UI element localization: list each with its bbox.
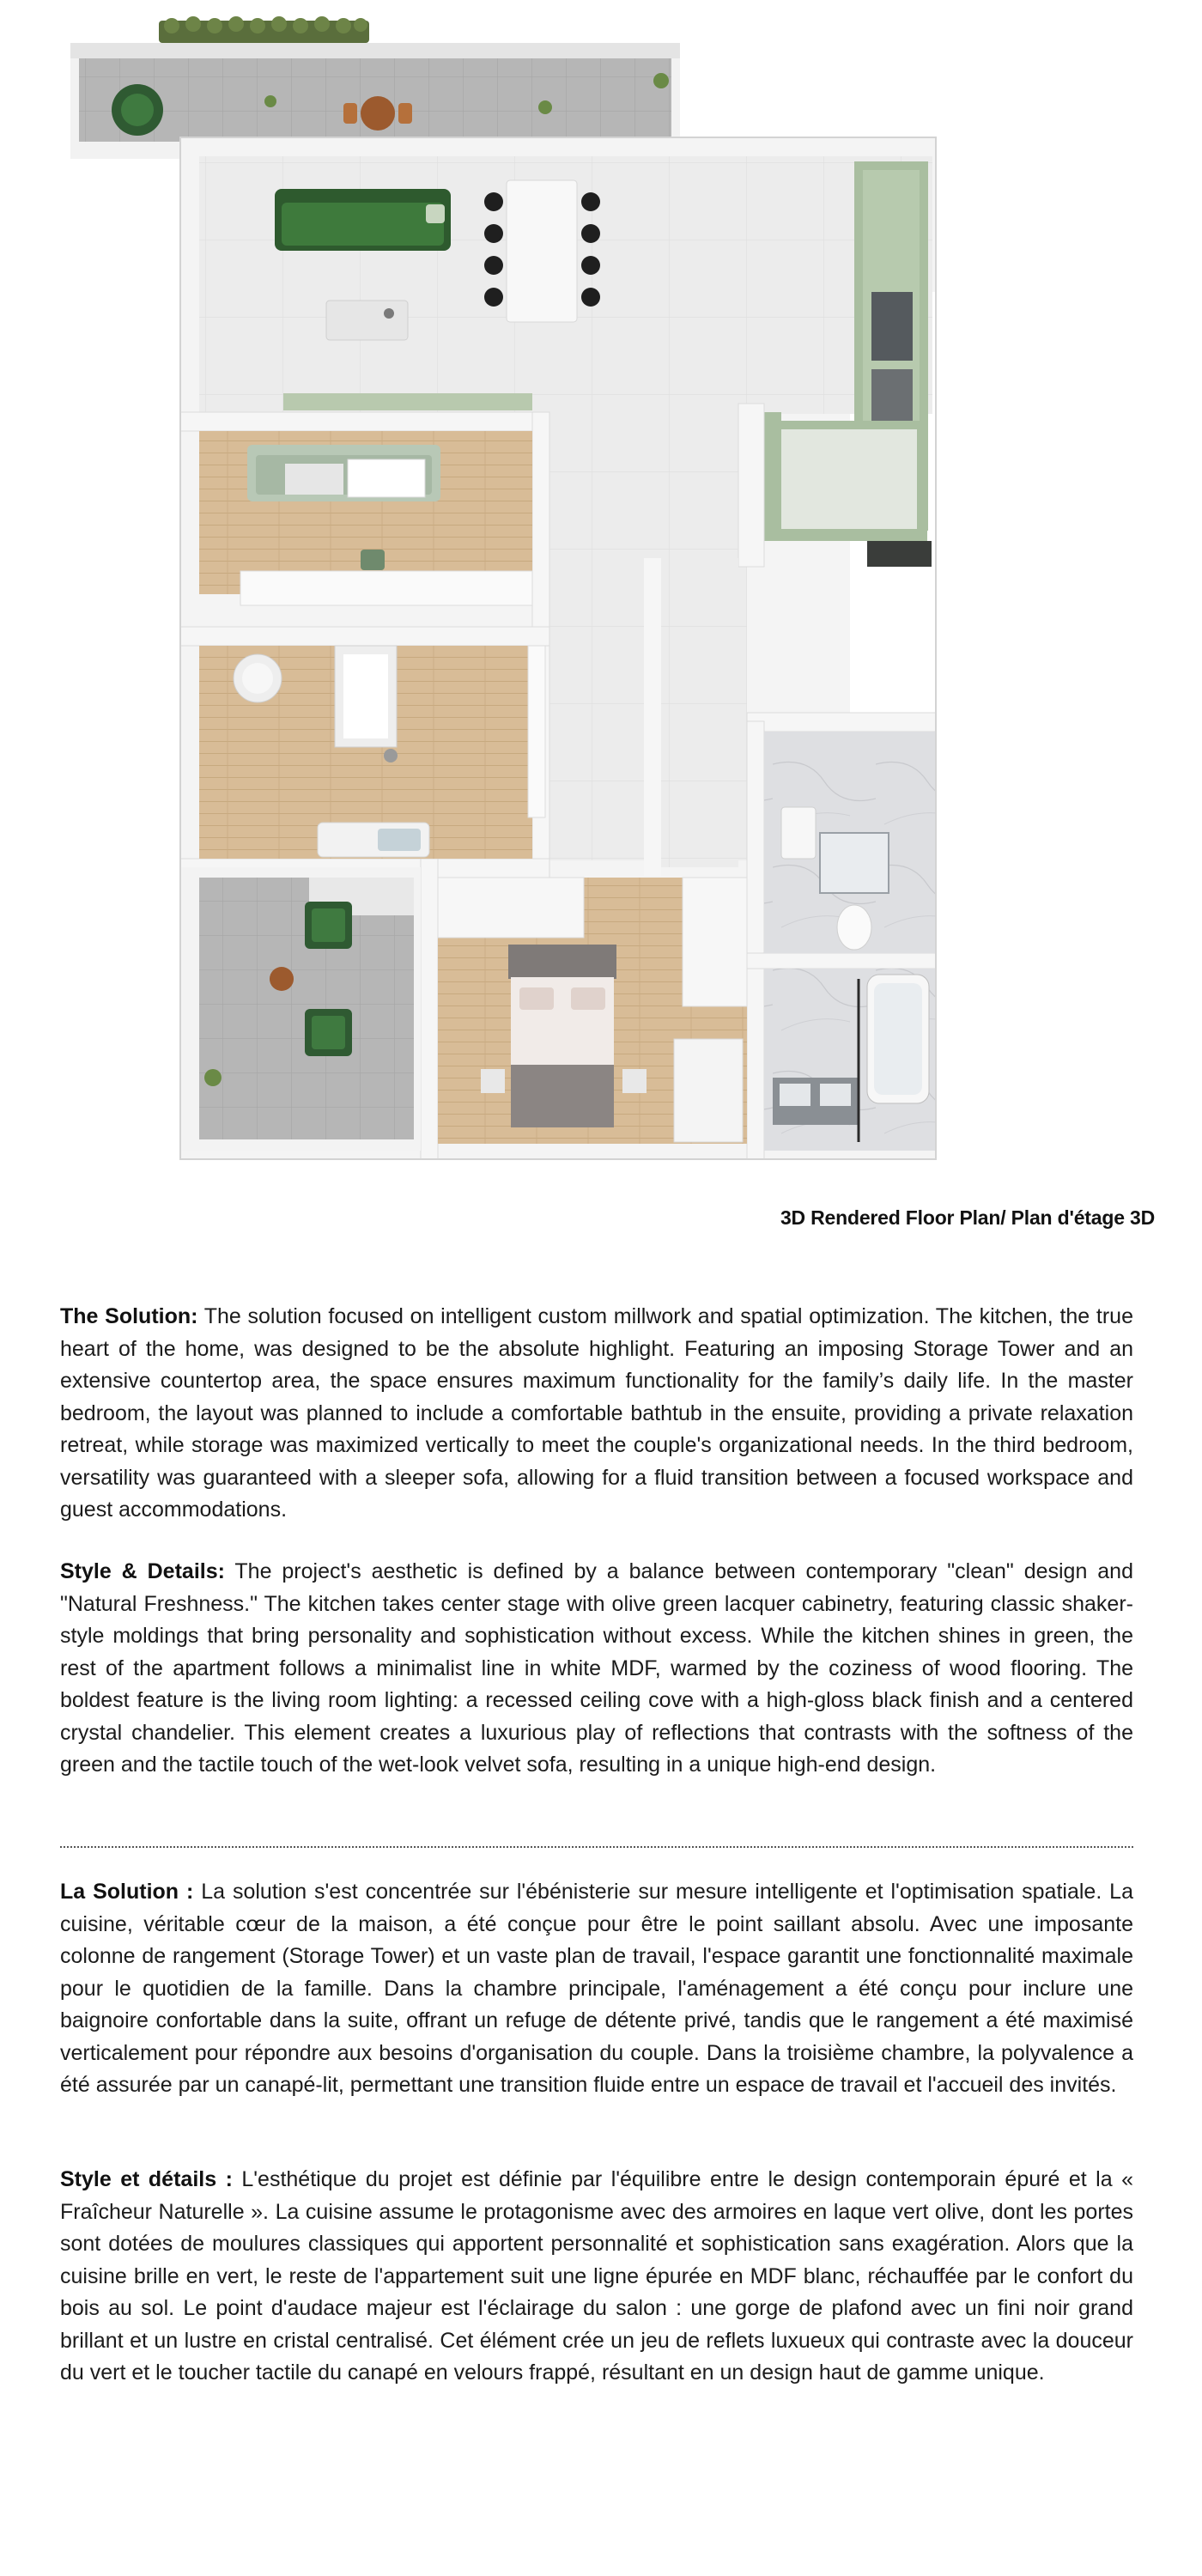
paragraph-solution-fr xyxy=(60,1876,1133,2102)
bedroom-office xyxy=(199,431,532,605)
paragraph-label: The Solution: xyxy=(60,1304,198,1328)
master-bedroom xyxy=(438,878,747,1144)
terrace-side xyxy=(180,867,421,1151)
paragraph-style-en xyxy=(60,1556,1133,1782)
paragraph-label: La Solution : xyxy=(60,1880,194,1904)
bathroom-upper xyxy=(764,732,936,953)
terrace-lounge-chair xyxy=(112,84,163,136)
paragraph-text: L'esthétique du projet est définie par l'équilibre entre le design contemporain épuré et la « Fraîcheur Naturelle ». La cuisine assume le protagonisme avec des armoires en laque vert olive, dont les portes sont dotées de moulures classiques qui apportent personnalité et sophistication sans exagération. Alors que la cuisine brille en vert, le reste de l'appartement suit une ligne épurée en MDF blanc, réchauffée par le confort du bois au sol. Le point d'audace majeur est l'éclairage du salon : une gorge de plafond avec un fini noir grand brillant et un lustre en cristal centralisé. Cet élément crée un jeu de reflets luxueux qui contraste avec la douceur du vert et le toucher tactile du canapé en velours frappé, résultant en un design haut de gamme unique. xyxy=(60,2167,1133,2385)
paragraph-label: Style et détails : xyxy=(60,2167,233,2191)
paragraph-text: La solution s'est concentrée sur l'ébénisterie sur mesure intelligente et l'optimisation spatiale. La cuisine, véritable cœur de la maison, a été conçue pour être le point saillant absolu. Avec une imposante colonne de rangement (Storage Tower) et un vaste plan de travail, l'espace garantit une fonctionnalité maximale pour le quotidien de la famille. Dans la chambre principale, l'aménagement a été conçu pour inclure une baignoire confortable dans la suite, offrant un refuge de détente privé, tandis que le rangement a été maximisé verticalement pour répondre aux besoins d'organisation du couple. Dans la troisième chambre, la polyvalence a été assurée par un canapé-lit, permettant une transition fluide entre un espace de travail et l'accueil des invités. xyxy=(60,1880,1133,2097)
bathroom-ensuite xyxy=(764,969,936,1151)
paragraph-solution-en xyxy=(60,1301,1133,1527)
paragraph-style-fr xyxy=(60,2164,1133,2390)
paragraph-label: Style & Details: xyxy=(60,1559,225,1583)
living-room-sofa xyxy=(275,189,451,251)
floor-plan-image xyxy=(52,9,1108,1176)
bedroom-kids xyxy=(199,646,545,859)
paragraph-text: The project's aesthetic is defined by a balance between contemporary "clean" design and "Natural Freshness." The kitchen takes center stage with olive green lacquer cabinetry, featuring classic shaker-style moldings that bring personality and sophistication without excess. While the kitchen shines in green, the rest of the apartment follows a minimalist line in white MDF, warmed by the coziness of wood flooring. The boldest feature is the living room lighting: a recessed ceiling cove with a high-gloss black finish and a centered crystal chandelier. This element creates a luxurious play of reflections that contrasts with the softness of the green and the tactile touch of the wet-look velvet sofa, resulting in a unique high-end design. xyxy=(60,1559,1133,1777)
planter-hedge xyxy=(159,16,369,43)
paragraph-text: The solution focused on intelligent custom millwork and spatial optimization. The kitchen, the true heart of the home, was designed to be the absolute highlight. Featuring an imposing Storage Tower and an extensive countertop area, the space ensures maximum functionality for the family’s daily life. In the master bedroom, the layout was planned to include a comfortable bathtub in the ensuite, providing a private relaxation retreat, while storage was maximized vertically to meet the couple's organizational needs. In the third bedroom, versatility was guaranteed with a sleeper sofa, allowing for a fluid transition between a focused workspace and guest accommodations. xyxy=(60,1304,1133,1522)
dotted-separator xyxy=(60,1846,1133,1848)
figure-caption: 3D Rendered Floor Plan/ Plan d'étage 3D xyxy=(780,1206,1155,1229)
coffee-table xyxy=(326,301,408,340)
tv-console xyxy=(283,393,532,410)
